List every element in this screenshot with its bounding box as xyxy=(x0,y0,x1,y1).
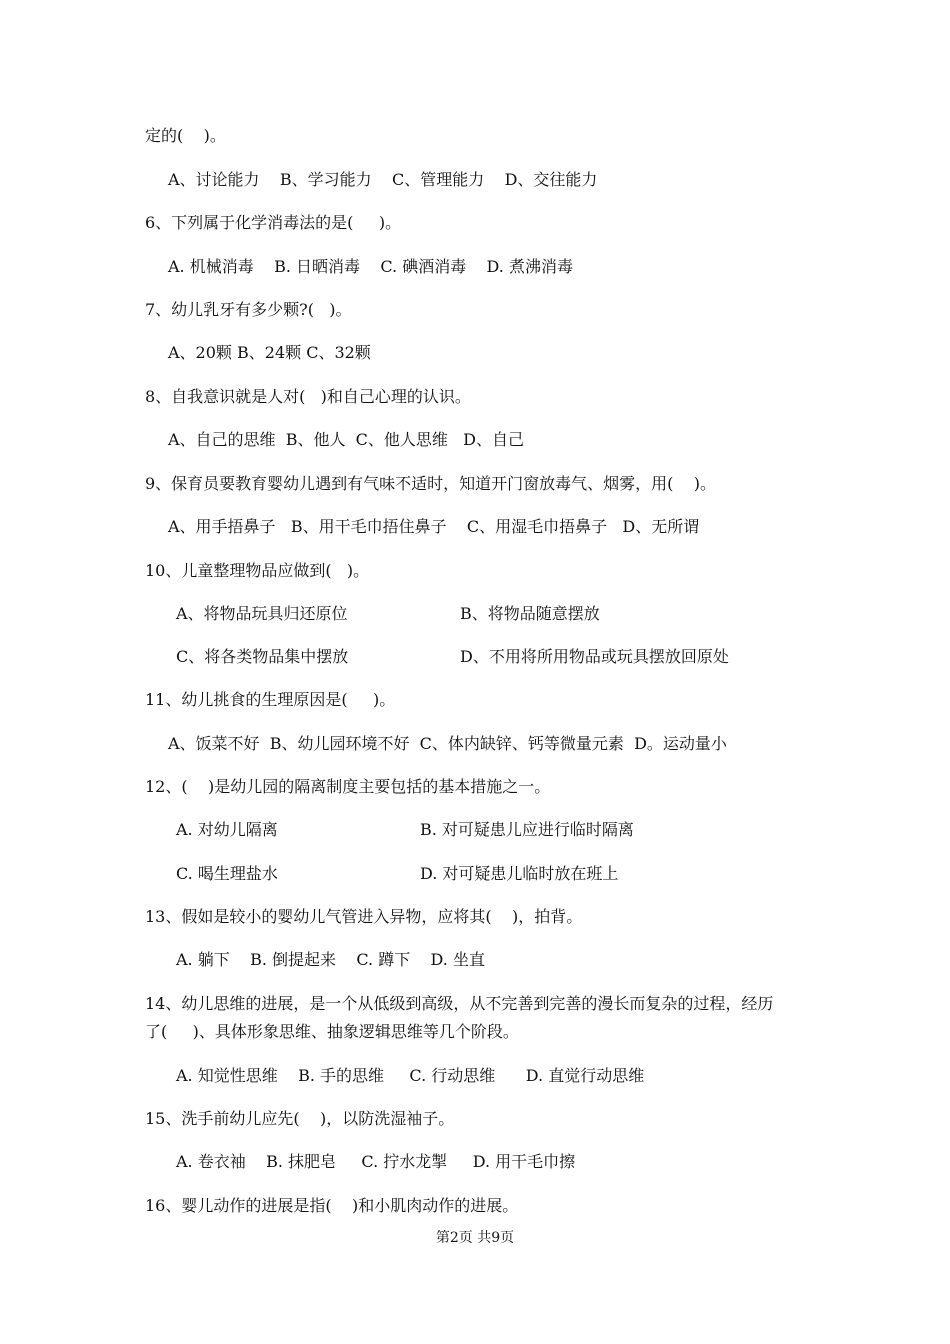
question-10: 10、儿童整理物品应做到( )。 xyxy=(145,561,370,580)
question-9-options: A、用手捂鼻子 B、用干毛巾捂住鼻子 C、用湿毛巾捂鼻子 D、无所谓 xyxy=(168,517,700,536)
question-10-option-c: C、将各类物品集中摆放 xyxy=(176,647,349,666)
question-7: 7、幼儿乳牙有多少颗?( )。 xyxy=(145,300,352,319)
question-15-options: A. 卷衣袖 B. 抹肥皂 C. 拧水龙掣 D. 用干毛巾擦 xyxy=(176,1152,576,1171)
question-14-continuation: 了( )、具体形象思维、抽象逻辑思维等几个阶段。 xyxy=(145,1022,519,1041)
question-15: 15、洗手前幼儿应先( )，以防洗湿袖子。 xyxy=(145,1109,455,1128)
question-11-options: A、饭菜不好 B、幼儿园环境不好 C、体内缺锌、钙等微量元素 D。运动量小 xyxy=(168,734,727,753)
page-footer: 第2页 共9页 xyxy=(435,1230,515,1246)
question-5-continuation: 定的( )。 xyxy=(145,126,226,145)
question-5-options: A、讨论能力 B、学习能力 C、管理能力 D、交往能力 xyxy=(168,170,598,189)
question-13-options: A. 躺下 B. 倒提起来 C. 蹲下 D. 坐直 xyxy=(176,950,485,969)
question-6-options: A. 机械消毒 B. 日晒消毒 C. 碘酒消毒 D. 煮沸消毒 xyxy=(168,257,573,276)
question-14-options: A. 知觉性思维 B. 手的思维 C. 行动思维 D. 直觉行动思维 xyxy=(176,1066,645,1085)
question-12: 12、( )是幼儿园的隔离制度主要包括的基本措施之一。 xyxy=(145,777,551,796)
question-9: 9、保育员要教育婴幼儿遇到有气味不适时，知道开门窗放毒气、烟雾，用( )。 xyxy=(145,474,717,493)
question-11: 11、幼儿挑食的生理原因是( )。 xyxy=(145,690,396,709)
question-6: 6、下列属于化学消毒法的是( )。 xyxy=(145,213,402,232)
question-12-option-b: B. 对可疑患儿应进行临时隔离 xyxy=(420,820,634,839)
question-8-options: A、自己的思维 B、他人 C、他人思维 D、自己 xyxy=(168,430,524,449)
question-16: 16、婴儿动作的进展是指( )和小肌肉动作的进展。 xyxy=(145,1196,519,1215)
question-7-options: A、20颗 B、24颗 C、32颗 xyxy=(168,343,371,362)
question-10-option-b: B、将物品随意摆放 xyxy=(460,604,600,623)
question-10-option-d: D、不用将所用物品或玩具摆放回原处 xyxy=(460,647,729,666)
question-13: 13、假如是较小的婴幼儿气管进入异物，应将其( )，拍背。 xyxy=(145,907,583,926)
question-12-option-a: A. 对幼儿隔离 xyxy=(176,820,278,839)
question-8: 8、自我意识就是人对( )和自己心理的认识。 xyxy=(145,387,471,406)
question-12-option-d: D. 对可疑患儿临时放在班上 xyxy=(420,864,619,883)
question-12-option-c: C. 喝生理盐水 xyxy=(176,864,278,883)
question-10-option-a: A、将物品玩具归还原位 xyxy=(176,604,348,623)
question-14: 14、幼儿思维的进展，是一个从低级到高级，从不完善到完善的漫长而复杂的过程，经历 xyxy=(145,994,774,1013)
